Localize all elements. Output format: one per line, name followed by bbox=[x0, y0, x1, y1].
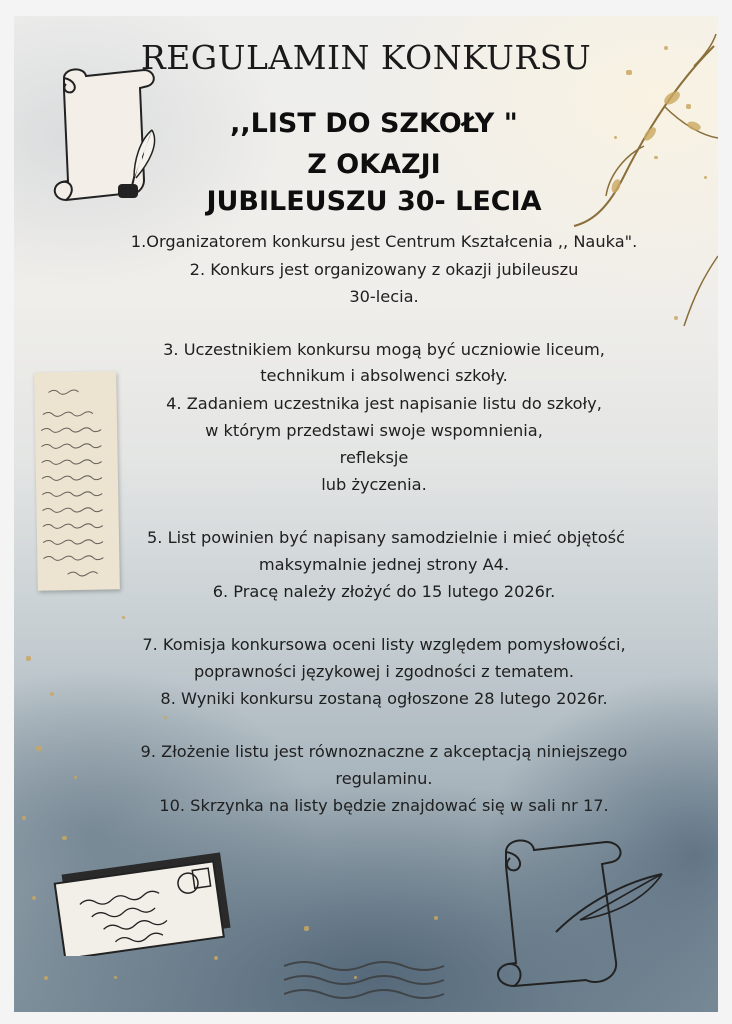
poster bbox=[14, 16, 718, 1012]
rule-9: regulaminu. bbox=[335, 769, 433, 788]
rule-2: 2. Konkurs jest organizowany z okazji jubileuszu bbox=[189, 260, 579, 279]
scroll-with-quill-icon bbox=[44, 60, 164, 210]
rule-8: 8. Wyniki konkursu zostaną ogłoszone 28 lutego 2026r. bbox=[160, 689, 608, 708]
rule-7: poprawności językowej i zgodności z tematem. bbox=[193, 662, 575, 681]
rule-9: 9. Złożenie listu jest równoznaczne z akceptacją niniejszego bbox=[140, 742, 628, 761]
rule-6: 6. Pracę należy złożyć do 15 lutego 2026r. bbox=[212, 582, 556, 601]
rule-3: 3. Uczestnikiem konkursu mogą być uczniowie liceum, bbox=[163, 340, 605, 359]
rule-7: 7. Komisja konkursowa oceni listy względem pomysłowości, bbox=[142, 635, 626, 654]
page-title: REGULAMIN KONKURSU bbox=[140, 38, 592, 77]
rule-5: maksymalnie jednej strony A4. bbox=[258, 555, 510, 574]
rule-4: refleksje bbox=[339, 448, 409, 467]
contest-name: ,,LIST DO SZKOŁY " bbox=[230, 108, 518, 139]
rule-5: 5. List powinien być napisany samodzielnie i mieć objętość bbox=[146, 528, 625, 547]
subtitle-line: Z OKAZJI bbox=[307, 149, 441, 180]
envelopes-icon bbox=[40, 846, 240, 956]
rule-4: lub życzenia. bbox=[321, 475, 427, 494]
rule-10: 10. Skrzynka na listy będzie znajdować się w sali nr 17. bbox=[159, 796, 609, 815]
postmark-lines bbox=[284, 956, 454, 1006]
subtitle-line: JUBILEUSZU 30- LECIA bbox=[206, 186, 542, 217]
rule-1: 1.Organizatorem konkursu jest Centrum Kształcenia ,, Nauka". bbox=[130, 232, 638, 251]
rule-4: 4. Zadaniem uczestnika jest napisanie listu do szkoły, bbox=[166, 394, 602, 413]
scroll-with-quill-icon bbox=[476, 822, 666, 994]
rule-2: 30-lecia. bbox=[349, 287, 419, 306]
rule-3: technikum i absolwenci szkoły. bbox=[260, 366, 508, 385]
rule-4: w którym przedstawi swoje wspomnienia, bbox=[205, 421, 543, 440]
